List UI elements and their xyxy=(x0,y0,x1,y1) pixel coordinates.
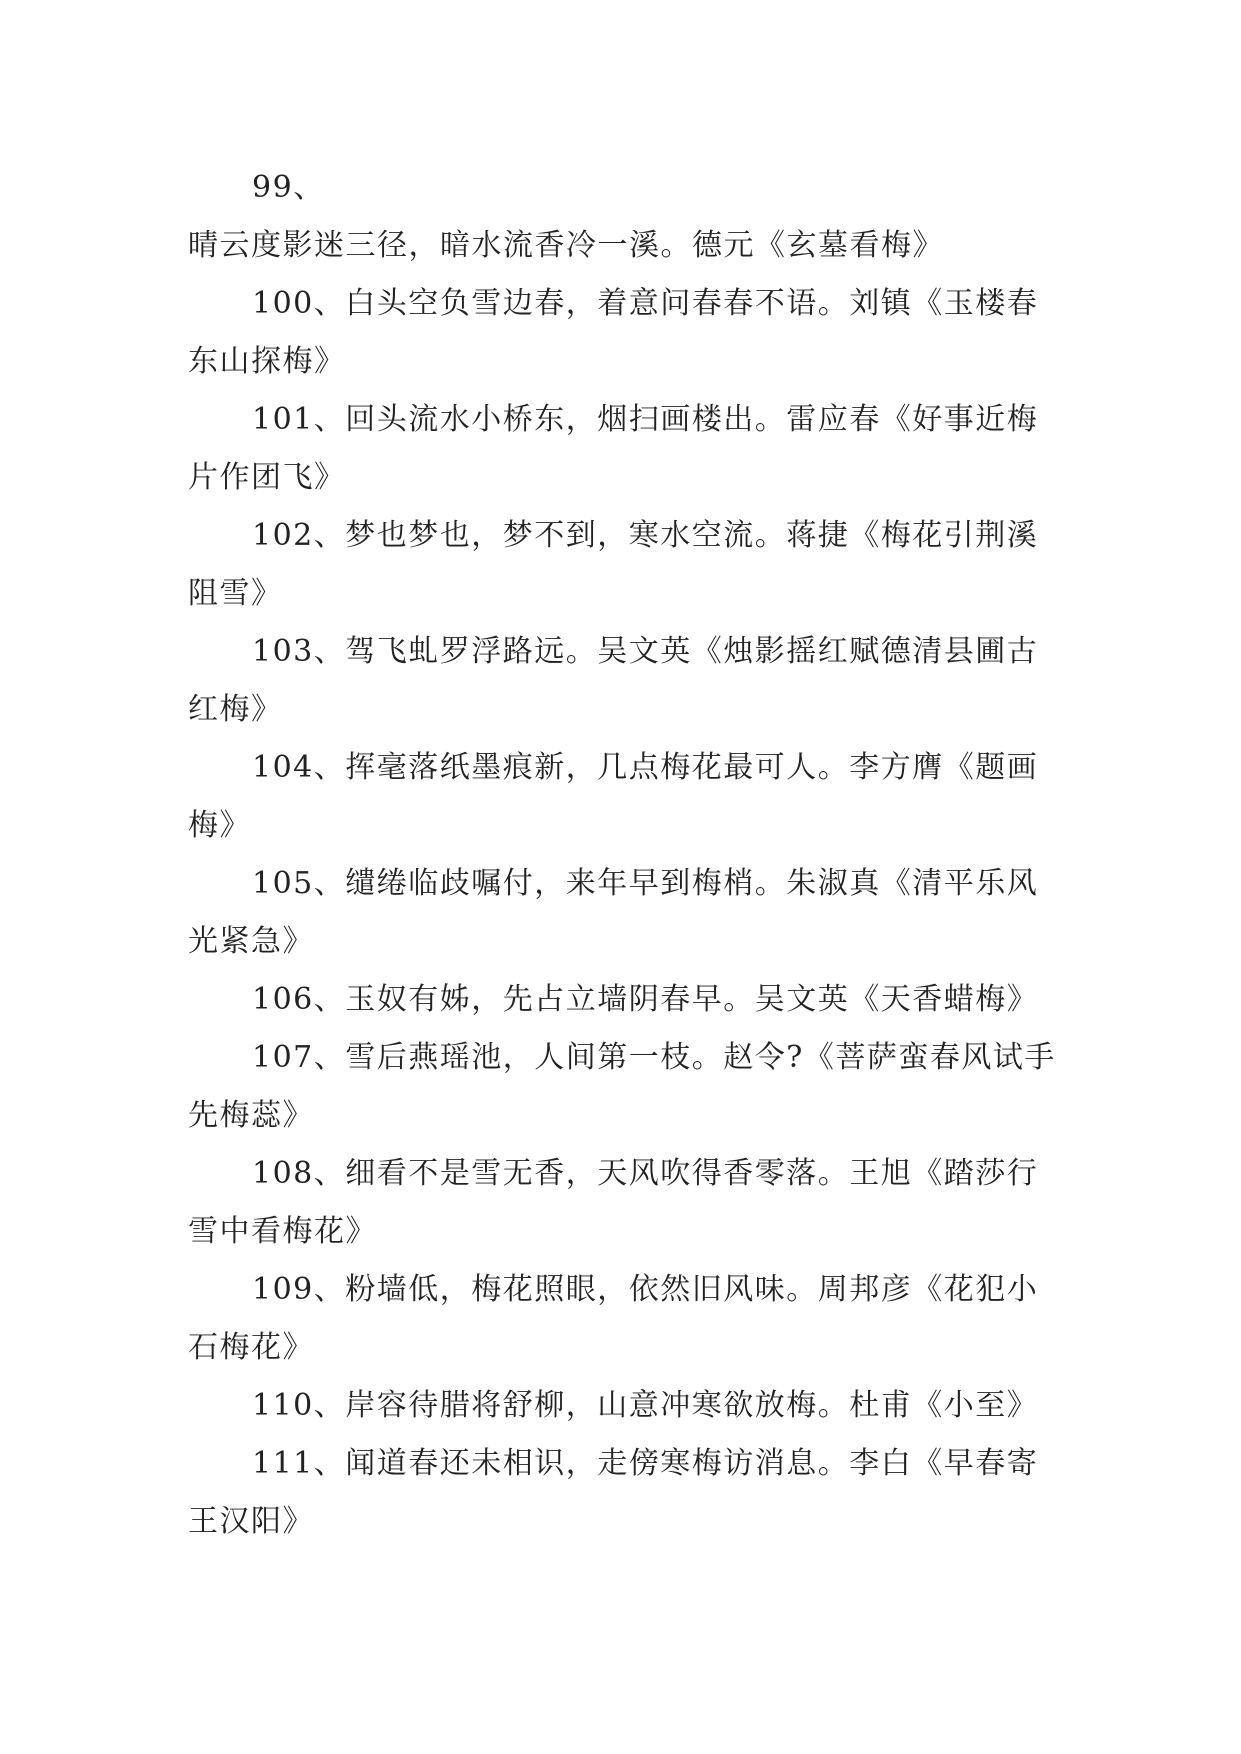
entry-text: 雪后燕瑶池，人间第一枝。赵令?《菩萨蛮春风试手先梅蕊》 xyxy=(188,1040,1056,1133)
poem-entry-102: 102、梦也梦也，梦不到，寒水空流。蒋捷《梅花引荆溪阻雪》 xyxy=(188,518,1039,611)
poem-entry-101: 101、回头流水小桥东，烟扫画楼出。雷应春《好事近梅片作团飞》 xyxy=(188,402,1039,495)
poem-entry-104: 104、挥毫落纸墨痕新，几点梅花最可人。李方膺《题画梅》 xyxy=(188,750,1039,843)
poem-entry-107: 107、雪后燕瑶池，人间第一枝。赵令?《菩萨蛮春风试手先梅蕊》 xyxy=(188,1040,1056,1133)
poem-entry-106: 106、玉奴有姊，先占立墙阴春早。吴文英《天香蜡梅》 xyxy=(252,982,1039,1017)
entry-text: 闻道春还未相识，走傍寒梅访消息。李白《早春寄王汉阳》 xyxy=(188,1446,1039,1539)
entry-text: 驾飞虬罗浮路远。吴文英《烛影摇红赋德清县圃古红梅》 xyxy=(188,634,1039,727)
poem-entry-111: 111、闻道春还未相识，走傍寒梅访消息。李白《早春寄王汉阳》 xyxy=(188,1446,1039,1539)
entry-text: 晴云度影迷三径，暗水流香冷一溪。德元《玄墓看梅》 xyxy=(188,228,944,263)
entry-number: 101 xyxy=(252,402,314,437)
entry-number: 109 xyxy=(252,1272,314,1307)
entry-number: 107 xyxy=(252,1040,314,1075)
entry-number: 105 xyxy=(252,866,314,901)
poem-entry-109: 109、粉墙低，梅花照眼，依然旧风味。周邦彦《花犯小石梅花》 xyxy=(188,1272,1039,1365)
poem-entry-108: 108、细看不是雪无香，天风吹得香零落。王旭《踏莎行雪中看梅花》 xyxy=(188,1156,1039,1249)
entry-text: 梦也梦也，梦不到，寒水空流。蒋捷《梅花引荆溪阻雪》 xyxy=(188,518,1039,611)
entry-number: 102 xyxy=(252,518,314,553)
poem-entry-99: 99、晴云度影迷三径，暗水流香冷一溪。德元《玄墓看梅》 xyxy=(188,170,944,263)
entry-number: 100 xyxy=(252,286,314,321)
entry-text: 回头流水小桥东，烟扫画楼出。雷应春《好事近梅片作团飞》 xyxy=(188,402,1039,495)
entry-text: 细看不是雪无香，天风吹得香零落。王旭《踏莎行雪中看梅花》 xyxy=(188,1156,1039,1249)
poem-entry-103: 103、驾飞虬罗浮路远。吴文英《烛影摇红赋德清县圃古红梅》 xyxy=(188,634,1039,727)
poem-entry-105: 105、缱绻临歧嘱付，来年早到梅梢。朱淑真《清平乐风光紧急》 xyxy=(188,866,1039,959)
poem-list xyxy=(188,159,1068,1551)
entry-number: 111 xyxy=(252,1446,314,1481)
entry-number: 104 xyxy=(252,750,314,785)
entry-text: 粉墙低，梅花照眼，依然旧风味。周邦彦《花犯小石梅花》 xyxy=(188,1272,1039,1365)
entry-text: 缱绻临歧嘱付，来年早到梅梢。朱淑真《清平乐风光紧急》 xyxy=(188,866,1039,959)
entry-number: 103 xyxy=(252,634,314,669)
entry-text: 岸容待腊将舒柳，山意冲寒欲放梅。杜甫《小至》 xyxy=(345,1388,1039,1423)
entry-number: 110 xyxy=(252,1388,314,1423)
entry-number: 108 xyxy=(252,1156,314,1191)
poem-entry-100: 100、白头空负雪边春，着意问春春不语。刘镇《玉楼春东山探梅》 xyxy=(188,286,1039,379)
entry-text: 玉奴有姊，先占立墙阴春早。吴文英《天香蜡梅》 xyxy=(345,982,1039,1017)
entry-number: 106 xyxy=(252,982,314,1017)
entry-number: 99 xyxy=(252,170,294,205)
poem-entry-110: 110、岸容待腊将舒柳，山意冲寒欲放梅。杜甫《小至》 xyxy=(252,1388,1039,1423)
entry-text: 挥毫落纸墨痕新，几点梅花最可人。李方膺《题画梅》 xyxy=(188,750,1039,843)
entry-text: 白头空负雪边春，着意问春春不语。刘镇《玉楼春东山探梅》 xyxy=(188,286,1039,379)
